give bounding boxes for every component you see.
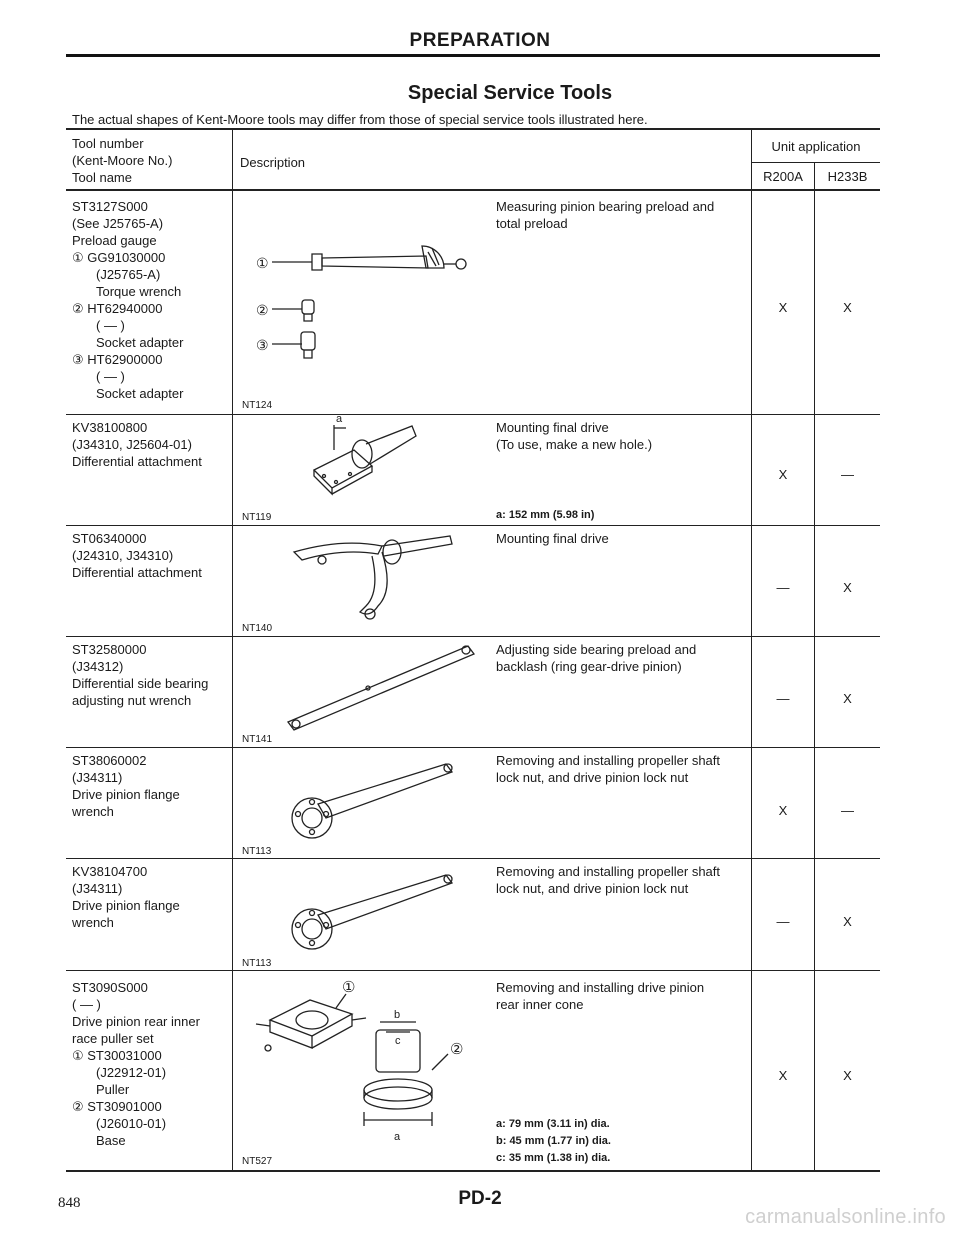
tool-name: adjusting nut wrench (72, 693, 192, 708)
header-kent-moore: (Kent-Moore No.) (72, 153, 173, 168)
tool-kent-moore: (J22912-01) (96, 1065, 167, 1080)
r200a-mark: X (778, 300, 788, 315)
tool-part: ② ST30901000 (72, 1099, 162, 1114)
tool-name: Puller (96, 1082, 130, 1097)
description-line: Mounting final drive (496, 531, 609, 546)
header-rule (66, 54, 880, 57)
row-divider (66, 858, 880, 859)
tool-name: Drive pinion flange (72, 787, 180, 802)
page-number: 848 (58, 1195, 81, 1211)
tool-kent-moore: (See J25765-A) (72, 216, 164, 231)
tool-name: Torque wrench (96, 284, 182, 299)
adjusting-nut-wrench-illustration (282, 640, 482, 732)
header-h233b: H233B (827, 169, 868, 184)
tool-name: Differential attachment (72, 565, 202, 580)
tool-part: ② HT62940000 (72, 301, 163, 316)
table-top-rule (66, 128, 880, 130)
description-line: Mounting final drive (496, 420, 609, 435)
r200a-mark: X (778, 803, 788, 818)
column-divider (751, 128, 752, 1172)
callout-1: ① (256, 257, 269, 272)
header-tool-name: Tool name (72, 170, 132, 185)
h233b-mark: X (843, 580, 852, 595)
description-line: Removing and installing drive pinion (496, 980, 705, 995)
r200a-mark: — (776, 914, 790, 929)
description-line: Removing and installing propeller shaft (496, 753, 721, 768)
description-line: lock nut, and drive pinion lock nut (496, 881, 689, 896)
tool-name: Base (96, 1133, 126, 1148)
watermark: carmanualsonline.info (745, 1206, 946, 1228)
description-line: Adjusting side bearing preload and (496, 642, 697, 657)
tool-number: ST38060002 (72, 753, 147, 768)
figure-code: NT527 (242, 1156, 273, 1167)
page-code: PD-2 (458, 1188, 502, 1209)
row-divider (66, 414, 880, 415)
h233b-mark: — (841, 467, 854, 482)
header-description: Description (240, 155, 306, 170)
tool-part: ① ST30031000 (72, 1048, 162, 1063)
row-divider (66, 747, 880, 748)
preload-gauge-illustration (246, 238, 506, 368)
tool-name: wrench (72, 915, 114, 930)
callout-3: ③ (256, 339, 269, 354)
row-divider (66, 970, 880, 971)
description-line: Removing and installing propeller shaft (496, 864, 721, 879)
h233b-mark: X (843, 691, 852, 706)
description-line: total preload (496, 216, 568, 231)
figure-code: NT124 (242, 400, 273, 411)
description-line: (To use, make a new hole.) (496, 437, 653, 452)
dimension-note: c: 35 mm (1.38 in) dia. (496, 1152, 611, 1164)
figure-code: NT119 (242, 512, 272, 523)
tool-part: ③ HT62900000 (72, 352, 163, 367)
figure-code: NT113 (242, 846, 272, 857)
dimension-a-label: a (394, 1131, 401, 1143)
h233b-mark: X (843, 1068, 852, 1083)
dimension-c-label: c (395, 1035, 401, 1047)
dimension-a-label: a (336, 413, 343, 425)
callout-2: ② (450, 1042, 464, 1058)
tool-kent-moore: ( — ) (72, 997, 101, 1012)
tool-name: wrench (72, 804, 114, 819)
r200a-mark: — (776, 580, 790, 595)
r200a-mark: X (778, 1068, 788, 1083)
callout-1: ① (342, 980, 356, 996)
page-title: Special Service Tools (407, 82, 613, 104)
tool-name: Differential side bearing (72, 676, 209, 691)
dimension-note: a: 152 mm (5.98 in) (496, 509, 595, 521)
intro-text: The actual shapes of Kent-Moore tools may differ from those of special service tools illustrated here. (72, 112, 648, 127)
tool-name: Drive pinion flange (72, 898, 180, 913)
figure-code: NT140 (242, 623, 273, 634)
tool-kent-moore: (J26010-01) (96, 1116, 167, 1131)
tool-kent-moore: (J34311) (72, 770, 123, 785)
header-unit-application: Unit application (771, 139, 861, 154)
dimension-note: b: 45 mm (1.77 in) dia. (496, 1135, 611, 1147)
description-line: Measuring pinion bearing preload and (496, 199, 715, 214)
tool-name: Socket adapter (96, 386, 184, 401)
h233b-mark: — (841, 803, 854, 818)
unit-header-divider (751, 162, 880, 163)
h233b-mark: X (843, 914, 852, 929)
tool-name: Socket adapter (96, 335, 184, 350)
differential-attachment-fork-illustration (282, 530, 462, 622)
tool-kent-moore: (J25765-A) (96, 267, 161, 282)
race-puller-set-illustration (256, 980, 496, 1150)
tools-table (66, 128, 880, 1172)
section-title: PREPARATION (409, 30, 551, 51)
tool-number: ST06340000 (72, 531, 147, 546)
differential-attachment-illustration (302, 413, 432, 500)
header-bottom-rule (66, 189, 880, 191)
column-divider (232, 128, 233, 1172)
tool-number: ST3127S000 (72, 199, 148, 214)
tool-kent-moore: (J34311) (72, 881, 123, 896)
flange-wrench-illustration (282, 758, 462, 840)
dimension-b-label: b (394, 1009, 401, 1021)
row-divider (66, 525, 880, 526)
figure-code: NT141 (242, 734, 273, 745)
flange-wrench-illustration (282, 869, 462, 951)
r200a-mark: — (776, 691, 790, 706)
tool-number: ST32580000 (72, 642, 147, 657)
tool-number: ST3090S000 (72, 980, 148, 995)
header-tool-number: Tool number (72, 136, 144, 151)
tool-number: KV38100800 (72, 420, 148, 435)
description-line: rear inner cone (496, 997, 584, 1012)
tool-name: Differential attachment (72, 454, 202, 469)
table-bottom-rule (66, 1170, 880, 1172)
callout-2: ② (256, 304, 269, 319)
h233b-mark: X (843, 300, 852, 315)
tool-kent-moore: ( — ) (96, 369, 125, 384)
row-divider (66, 636, 880, 637)
description-line: lock nut, and drive pinion lock nut (496, 770, 689, 785)
tool-number: KV38104700 (72, 864, 148, 879)
tool-name: Drive pinion rear inner (72, 1014, 200, 1029)
tool-kent-moore: (J34312) (72, 659, 124, 674)
header-r200a: R200A (763, 169, 803, 184)
tool-part: ① GG91030000 (72, 250, 166, 265)
description-line: backlash (ring gear-drive pinion) (496, 659, 682, 674)
tool-kent-moore: (J34310, J25604-01) (72, 437, 192, 452)
r200a-mark: X (778, 467, 788, 482)
tool-name: race puller set (72, 1031, 154, 1046)
dimension-note: a: 79 mm (3.11 in) dia. (496, 1118, 610, 1130)
figure-code: NT113 (242, 958, 272, 969)
tool-kent-moore: (J24310, J34310) (72, 548, 174, 563)
tool-name: Preload gauge (72, 233, 157, 248)
tool-kent-moore: ( — ) (96, 318, 125, 333)
